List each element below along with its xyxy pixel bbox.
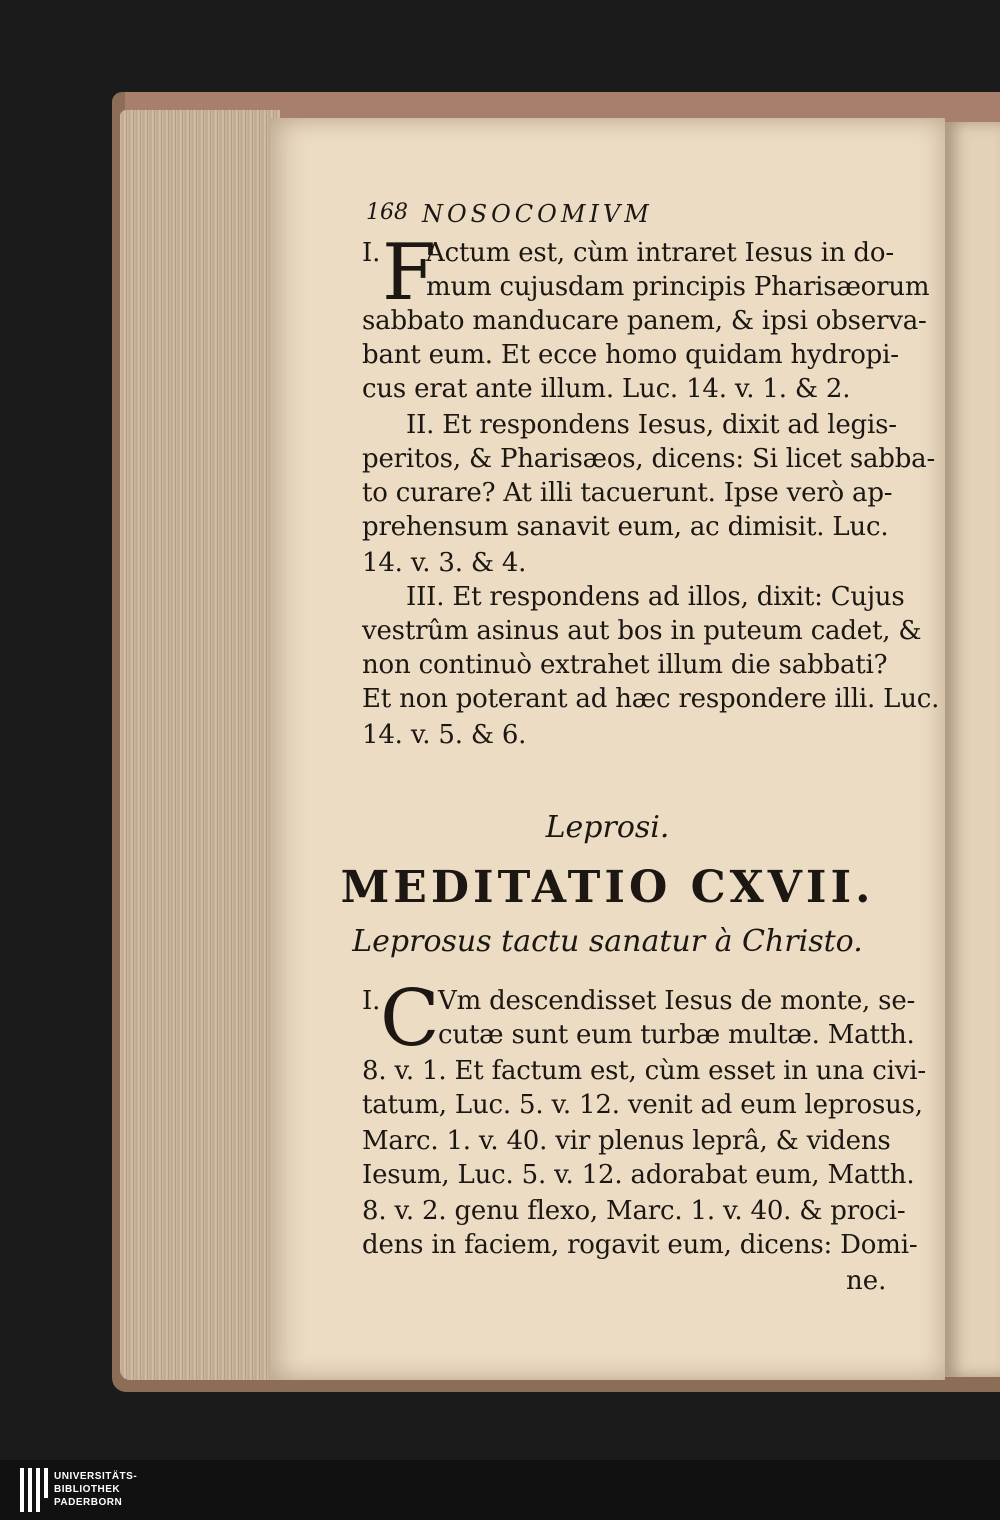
text-line: sabbato manducare panem, & ipsi observa- bbox=[362, 306, 927, 336]
catchword: ne. bbox=[846, 1266, 887, 1296]
text-line: vestrûm asinus aut bos in puteum cadet, & bbox=[362, 616, 922, 646]
text-line: non continuò extrahet illum die sabbati? bbox=[362, 650, 888, 680]
text-line: tatum, Luc. 5. v. 12. venit ad eum leprosus, bbox=[362, 1090, 923, 1120]
text-line: mum cujusdam principis Pharisæorum bbox=[426, 272, 930, 302]
text-line: 14. v. 3. & 4. bbox=[362, 548, 527, 578]
text-line: 8. v. 2. genu flexo, Marc. 1. v. 40. & proci- bbox=[362, 1196, 906, 1226]
library-logo-icon bbox=[20, 1468, 48, 1512]
page-edges bbox=[120, 110, 280, 1380]
meditation-subtitle: Leprosus tactu sanatur à Christo. bbox=[352, 924, 863, 959]
page-number: 168 bbox=[366, 200, 408, 225]
footer-bar bbox=[0, 1460, 1000, 1520]
library-name bbox=[54, 1470, 137, 1509]
section1-dropcap: F bbox=[382, 228, 437, 318]
running-head: NOSOCOMIVM bbox=[422, 200, 653, 228]
text-line: 8. v. 1. Et factum est, cùm esset in una civi- bbox=[362, 1056, 926, 1086]
text-line: 14. v. 5. & 6. bbox=[362, 720, 527, 750]
text-line: Iesum, Luc. 5. v. 12. adorabat eum, Matth. bbox=[362, 1160, 915, 1190]
text-line: to curare? At illi tacuerunt. Ipse verò ap- bbox=[362, 478, 893, 508]
library-name-line3: PADERBORN bbox=[54, 1497, 123, 1508]
meditation-title: MEDITATIO CXVII. bbox=[340, 862, 875, 913]
text-line: cutæ sunt eum turbæ multæ. Matth. bbox=[438, 1020, 915, 1050]
text-line: II. Et respondens Iesus, dixit ad legis- bbox=[406, 410, 897, 440]
section2-dropcap: C bbox=[380, 974, 440, 1064]
text-line: Et non poterant ad hæc respondere illi. Luc. bbox=[362, 684, 940, 714]
facing-page bbox=[945, 122, 1000, 1377]
section2-numeral: I. bbox=[362, 986, 381, 1016]
text-line: prehensum sanavit eum, ac dimisit. Luc. bbox=[362, 512, 889, 542]
library-name-line1: UNIVERSITÄTS- bbox=[54, 1471, 138, 1482]
text-line: dens in faciem, rogavit eum, dicens: Domi- bbox=[362, 1230, 918, 1260]
text-line: bant eum. Et ecce homo quidam hydropi- bbox=[362, 340, 899, 370]
section1-numeral: I. bbox=[362, 238, 381, 268]
book-page bbox=[270, 118, 945, 1380]
library-name-line2: BIBLIOTHEK bbox=[54, 1484, 121, 1495]
text-line: Actum est, cùm intraret Iesus in do- bbox=[426, 238, 894, 268]
text-line: cus erat ante illum. Luc. 14. v. 1. & 2. bbox=[362, 374, 851, 404]
text-line: peritos, & Pharisæos, dicens: Si licet sabba- bbox=[362, 444, 936, 474]
section-heading-small: Leprosi. bbox=[545, 810, 670, 845]
text-line: Marc. 1. v. 40. vir plenus leprâ, & videns bbox=[362, 1126, 891, 1156]
text-line: III. Et respondens ad illos, dixit: Cujus bbox=[406, 582, 905, 612]
text-line: Vm descendisset Iesus de monte, se- bbox=[438, 986, 916, 1016]
